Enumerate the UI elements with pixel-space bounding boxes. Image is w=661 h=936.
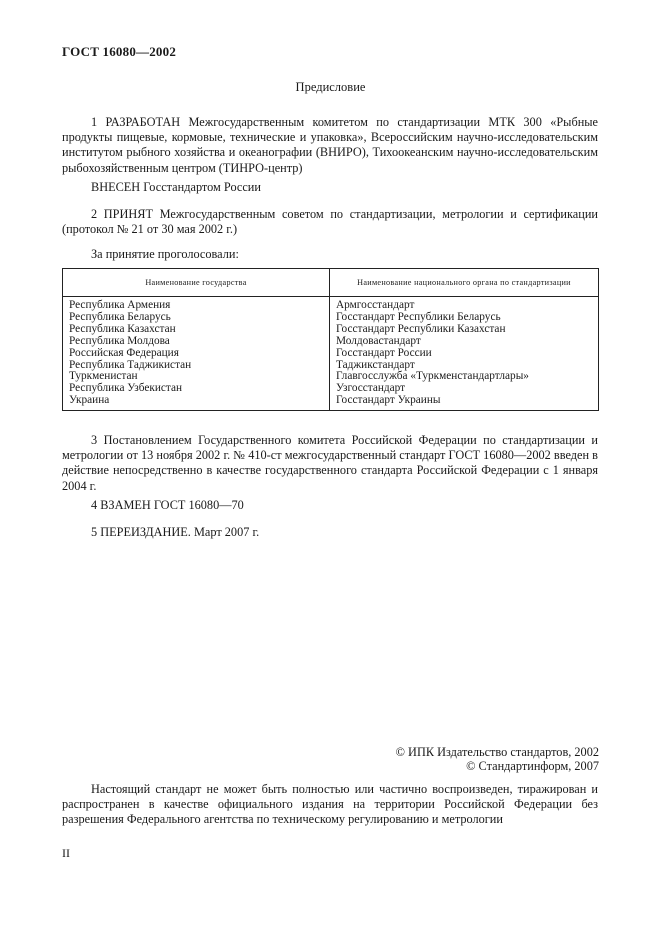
table-row [63,297,599,312]
standards-body-cell: Армгосстандарт [330,297,599,312]
state-cell: Республика Таджикистан [63,360,330,372]
paragraph-reissue: 5 ПЕРЕИЗДАНИЕ. Март 2007 г. [91,525,260,539]
table-row [63,336,599,348]
standards-body-cell: Узгосстандарт [330,383,599,395]
state-cell: Республика Казахстан [63,324,330,336]
standards-body-cell: Молдовастандарт [330,336,599,348]
table-row [63,348,599,360]
standards-body-cell: Госстандарт Республики Беларусь [330,312,599,324]
document-code: ГОСТ 16080—2002 [62,44,177,59]
copyright-standartinform: © Стандартинформ, 2007 [466,759,599,773]
paragraph-voted: За принятие проголосовали: [91,247,239,261]
state-cell: Украина [63,395,330,410]
page-number: II [62,846,70,860]
state-cell: Туркменистан [63,371,330,383]
standards-body-cell: Госстандарт Украины [330,395,599,410]
standards-body-cell: Таджикстандарт [330,360,599,372]
state-cell: Республика Армения [63,297,330,312]
standards-body-cell: Главгосслужба «Туркменстандартлары» [330,371,599,383]
column-header-standards-body: Наименование национального органа по стандартизации [330,269,599,297]
paragraph-adopted: 2 ПРИНЯТ Межгосударственным советом по стандартизации, метрологии и сертификации (протокол № 21 от 30 мая 2002 г.) [62,207,598,237]
standards-body-cell: Госстандарт Республики Казахстан [330,324,599,336]
state-cell: Республика Узбекистан [63,383,330,395]
paragraph-introduced: ВНЕСЕН Госстандартом России [91,180,261,194]
paragraph-enacted: 3 Постановлением Государственного комитета Российской Федерации по стандартизации и метрологии от 13 ноября 2002 г. № 410-ст межгосударственный стандарт ГОСТ 16080—2002 введен в действие непосредственно в качестве государственного стандарта Российской Федерации с 1 января 2004 г. [62,433,598,493]
column-header-state: Наименование государства [63,269,330,297]
state-cell: Республика Молдова [63,336,330,348]
table-row [63,324,599,336]
paragraph-replaces: 4 ВЗАМЕН ГОСТ 16080—70 [91,498,244,512]
foreword-title: Предисловие [295,80,366,94]
state-cell: Российская Федерация [63,348,330,360]
reproduction-notice: Настоящий стандарт не может быть полностью или частично воспроизведен, тиражирован и распространен в качестве официального издания на территории Российской Федерации без разрешения Федерального агентства по техническому регулированию и метрологии [62,782,598,827]
state-cell: Республика Беларусь [63,312,330,324]
table-row [63,395,599,410]
copyright-publisher: © ИПК Издательство стандартов, 2002 [395,745,599,759]
table-row [63,383,599,395]
table-header-row [63,269,599,297]
paragraph-developed: 1 РАЗРАБОТАН Межгосударственным комитетом по стандартизации МТК 300 «Рыбные продукты пищевые, кормовые, технические и упаковка», Всероссийским научно-исследовательским институтом рыбного хозяйства и океанографии (ВНИРО), Тихоокеанским научно-исследовательским рыбохозяйственным центром (ТИНРО-центр) [62,115,598,175]
voting-states-table [62,268,599,411]
standards-body-cell: Госстандарт России [330,348,599,360]
